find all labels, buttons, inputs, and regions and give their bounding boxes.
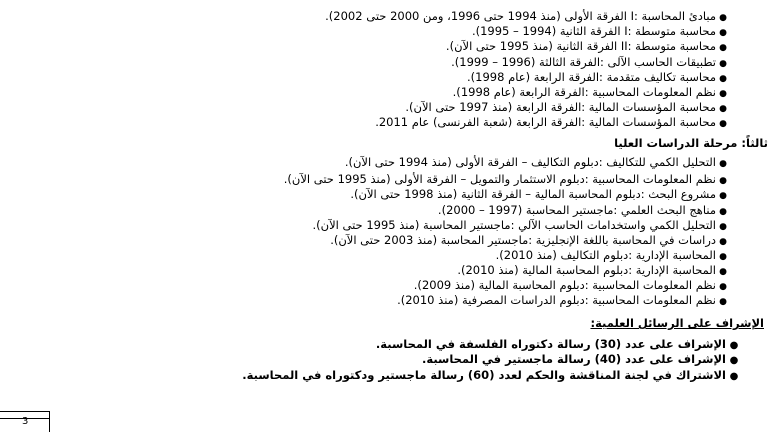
bullet-icon: ● (719, 159, 727, 169)
list-item: ●المحاسبة الإدارية :دبلوم التكاليف (منذ 2010). (496, 248, 730, 263)
section-heading-postgrad: ثالثاً: مرحلة الدراسات العليا (614, 136, 768, 150)
list-item: ●محاسبة متوسطة :I الفرقة الثانية (1994 – 1995). (472, 24, 730, 39)
bullet-icon: ● (719, 191, 727, 201)
list-item: ●نظم المعلومات المحاسبية :دبلوم الاستثمار والتمويل – الفرقة الأولى (منذ 1995 حتى الآن). (284, 172, 730, 187)
list-item: ●الاشتراك في لجنة المناقشة والحكم لعدد (60) رسالة ماجستير ودكتوراه في المحاسبة. (242, 368, 742, 383)
list-item: ●الإشراف على عدد (40) رسالة ماجستير في المحاسبة. (422, 352, 742, 367)
page-number: 3 (22, 416, 29, 427)
page-number-box (0, 411, 50, 432)
bullet-icon: ● (719, 119, 727, 129)
list-item: ●محاسبة المؤسسات المالية :الفرقة الرابعة (منذ 1997 حتى الآن). (405, 100, 730, 115)
bullet-icon: ● (719, 222, 727, 232)
bullet-icon: ● (729, 371, 739, 382)
bullet-icon: ● (719, 267, 727, 277)
list-item: ●مناهج البحث العلمي :ماجستير المحاسبة (1997 – 2000). (438, 203, 730, 218)
list-item: ●دراسات في المحاسبة باللغة الإنجليزية :ماجستير المحاسبة (منذ 2003 حتى الآن). (330, 233, 730, 248)
list-item: ●مبادئ المحاسبة :I الفرقة الأولى (منذ 1994 حتى 1996، ومن 2000 حتى 2002). (325, 9, 730, 24)
bullet-icon: ● (719, 176, 727, 186)
list-item: ●محاسبة المؤسسات المالية :الفرقة الرابعة (شعبة الفرنسى) عام 2011. (375, 115, 730, 130)
list-item: ●مشروع البحث :دبلوم المحاسبة المالية – الفرقة الثانية (منذ 1998 حتى الآن). (350, 187, 730, 202)
bullet-icon: ● (729, 355, 739, 366)
list-item: ●تطبيقات الحاسب الآلى :الفرقة الثالثة (1996 – 1999). (451, 55, 730, 70)
bullet-icon: ● (719, 59, 727, 69)
bullet-icon: ● (719, 43, 727, 53)
section-heading-supervision: الإشراف على الرسائل العلمية: (590, 316, 764, 330)
bullet-icon: ● (719, 74, 727, 84)
bullet-icon: ● (719, 28, 727, 38)
bullet-icon: ● (719, 252, 727, 262)
bullet-icon: ● (719, 89, 727, 99)
bullet-icon: ● (719, 207, 727, 217)
list-item: ●المحاسبة الإدارية :دبلوم المحاسبة المالية (منذ 2010). (457, 263, 730, 278)
bullet-icon: ● (719, 282, 727, 292)
list-item: ●محاسبة تكاليف متقدمة :الفرقة الرابعة (عام 1998). (467, 70, 730, 85)
bullet-icon: ● (729, 340, 739, 351)
list-item: ●التحليل الكمي للتكاليف :دبلوم التكاليف – الفرقة الأولى (منذ 1994 حتى الآن). (345, 155, 730, 170)
bullet-icon: ● (719, 104, 727, 114)
bullet-icon: ● (719, 13, 727, 23)
list-item: ●نظم المعلومات المحاسبية :الفرقة الرابعة (عام 1998). (453, 85, 730, 100)
list-item: ●الإشراف على عدد (30) رسالة دكتوراه الفلسفة في المحاسبة. (376, 337, 742, 352)
list-item: ●محاسبة متوسطة :II الفرقة الثانية (منذ 1995 حتى الآن). (446, 39, 730, 54)
list-item: ●نظم المعلومات المحاسبية :دبلوم المحاسبة المالية (منذ 2009). (414, 278, 730, 293)
list-item: ●التحليل الكمي واستخدامات الحاسب الآلي :ماجستير المحاسبة (منذ 1995 حتى الآن). (312, 218, 730, 233)
list-item: ●نظم المعلومات المحاسبية :دبلوم الدراسات المصرفية (منذ 2010). (397, 293, 730, 308)
bullet-icon: ● (719, 297, 727, 307)
bullet-icon: ● (719, 237, 727, 247)
